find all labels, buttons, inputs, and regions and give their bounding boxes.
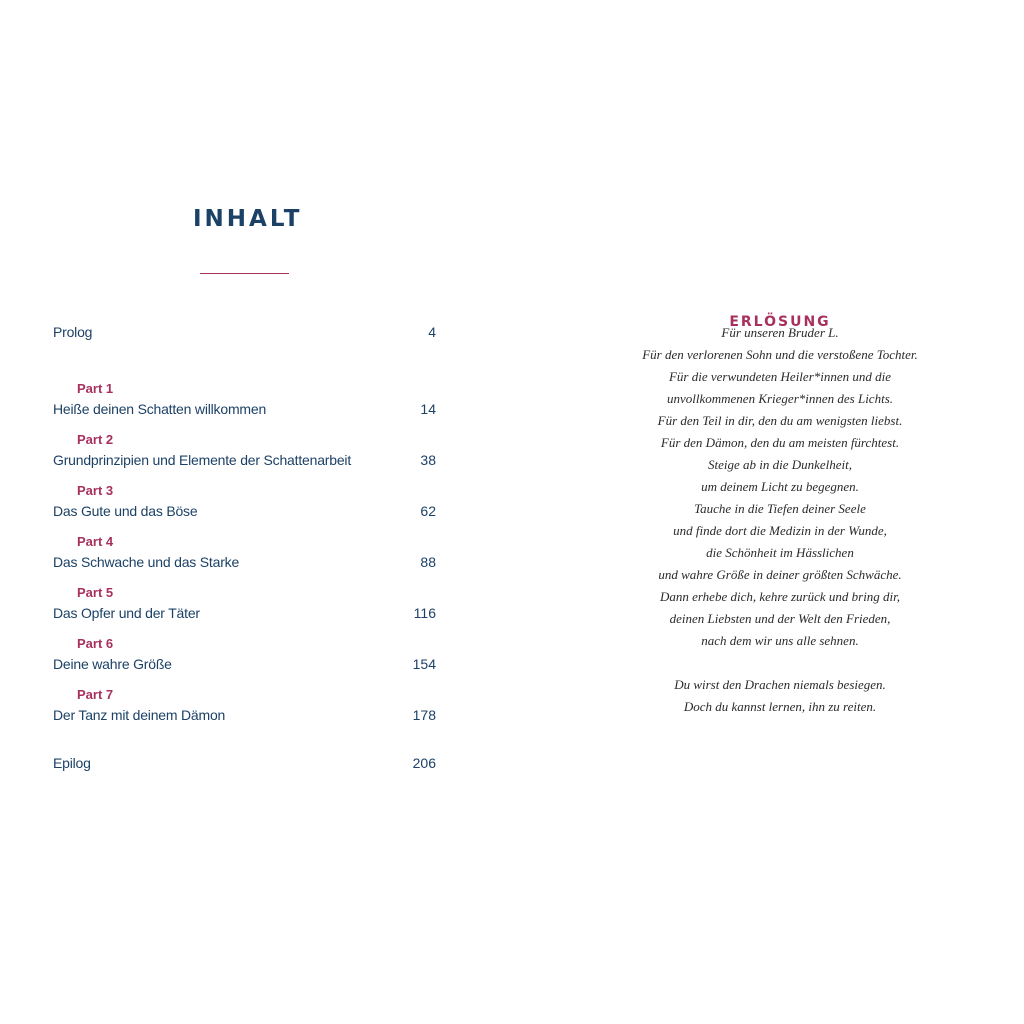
toc-entry-title: Das Opfer und der Täter	[53, 605, 200, 621]
poem-line: Tauche in die Tiefen deiner Seele	[694, 501, 866, 516]
toc-entry-part-5[interactable]	[53, 603, 436, 623]
toc-entry-part-3[interactable]	[53, 501, 436, 521]
toc-entry-title: Heiße deinen Schatten willkommen	[53, 401, 267, 417]
toc-entry-page: 206	[412, 755, 436, 771]
part-label: Part 7	[77, 687, 114, 702]
poem-line: Für den Dämon, den du am meisten fürchtest.	[660, 435, 900, 450]
toc-entry-part-4[interactable]	[53, 552, 436, 572]
toc-entry-title: Der Tanz mit deinem Dämon	[53, 707, 226, 723]
part-label: Part 5	[77, 585, 114, 600]
poem-body	[600, 322, 960, 718]
part-label: Part 3	[77, 483, 114, 498]
poem-line: Für die verwundeten Heiler*innen und die	[668, 369, 892, 384]
toc-entry-title: Das Schwache und das Starke	[53, 554, 240, 570]
poem-line: Doch du kannst lernen, ihn zu reiten.	[683, 699, 877, 714]
poem-line: um deinem Licht zu begegnen.	[701, 479, 859, 494]
toc-entry-page: 178	[412, 707, 436, 723]
poem-line: Für den Teil in dir, den du am wenigsten liebst.	[657, 413, 903, 428]
poem-stanza-break	[600, 652, 960, 674]
toc-entry-page: 38	[420, 452, 436, 468]
toc-entry-title: Epilog	[53, 755, 91, 771]
toc-entry-part-1[interactable]	[53, 399, 436, 419]
title-divider	[200, 273, 289, 274]
part-label: Part 6	[77, 636, 114, 651]
poem-line: Steige ab in die Dunkelheit,	[707, 457, 853, 472]
poem-line: und finde dort die Medizin in der Wunde,	[673, 523, 887, 538]
toc-entry-page: 116	[413, 605, 436, 621]
poem-line: Für unseren Bruder L.	[721, 325, 839, 340]
poem-title: ERLÖSUNG	[729, 313, 831, 330]
poem-line: Du wirst den Drachen niemals besiegen.	[674, 677, 886, 692]
toc-entry-prolog[interactable]	[53, 322, 436, 342]
toc-entry-part-7[interactable]	[53, 705, 436, 725]
toc-entry-part-6[interactable]	[53, 654, 436, 674]
toc-title: INHALT	[193, 206, 303, 232]
poem-line: nach dem wir uns alle sehnen.	[701, 633, 859, 648]
toc-entry-title: Deine wahre Größe	[53, 656, 172, 672]
poem-line: Für den verlorenen Sohn und die verstoßene Tochter.	[642, 347, 918, 362]
toc-entry-title: Grundprinzipien und Elemente der Schattenarbeit	[53, 452, 352, 468]
toc-entry-epilog[interactable]	[53, 753, 436, 773]
part-label: Part 2	[77, 432, 114, 447]
toc-entry-title: Prolog	[53, 324, 93, 340]
toc-entry-part-2[interactable]	[53, 450, 436, 470]
toc-entry-page: 154	[412, 656, 436, 672]
toc-entry-page: 62	[420, 503, 436, 519]
poem-line: die Schönheit im Hässlichen	[706, 545, 854, 560]
poem-line: unvollkommenen Krieger*innen des Lichts.	[666, 391, 893, 406]
toc-entry-page: 4	[428, 324, 436, 340]
part-label: Part 1	[77, 381, 114, 396]
poem-line: deinen Liebsten und der Welt den Frieden,	[669, 611, 891, 626]
poem-line: Dann erhebe dich, kehre zurück und bring dir,	[659, 589, 901, 604]
poem-line: und wahre Größe in deiner größten Schwäche.	[658, 567, 902, 582]
toc-entry-title: Das Gute und das Böse	[53, 503, 198, 519]
toc-entry-page: 88	[420, 554, 436, 570]
part-label: Part 4	[77, 534, 114, 549]
toc-entry-page: 14	[420, 401, 436, 417]
